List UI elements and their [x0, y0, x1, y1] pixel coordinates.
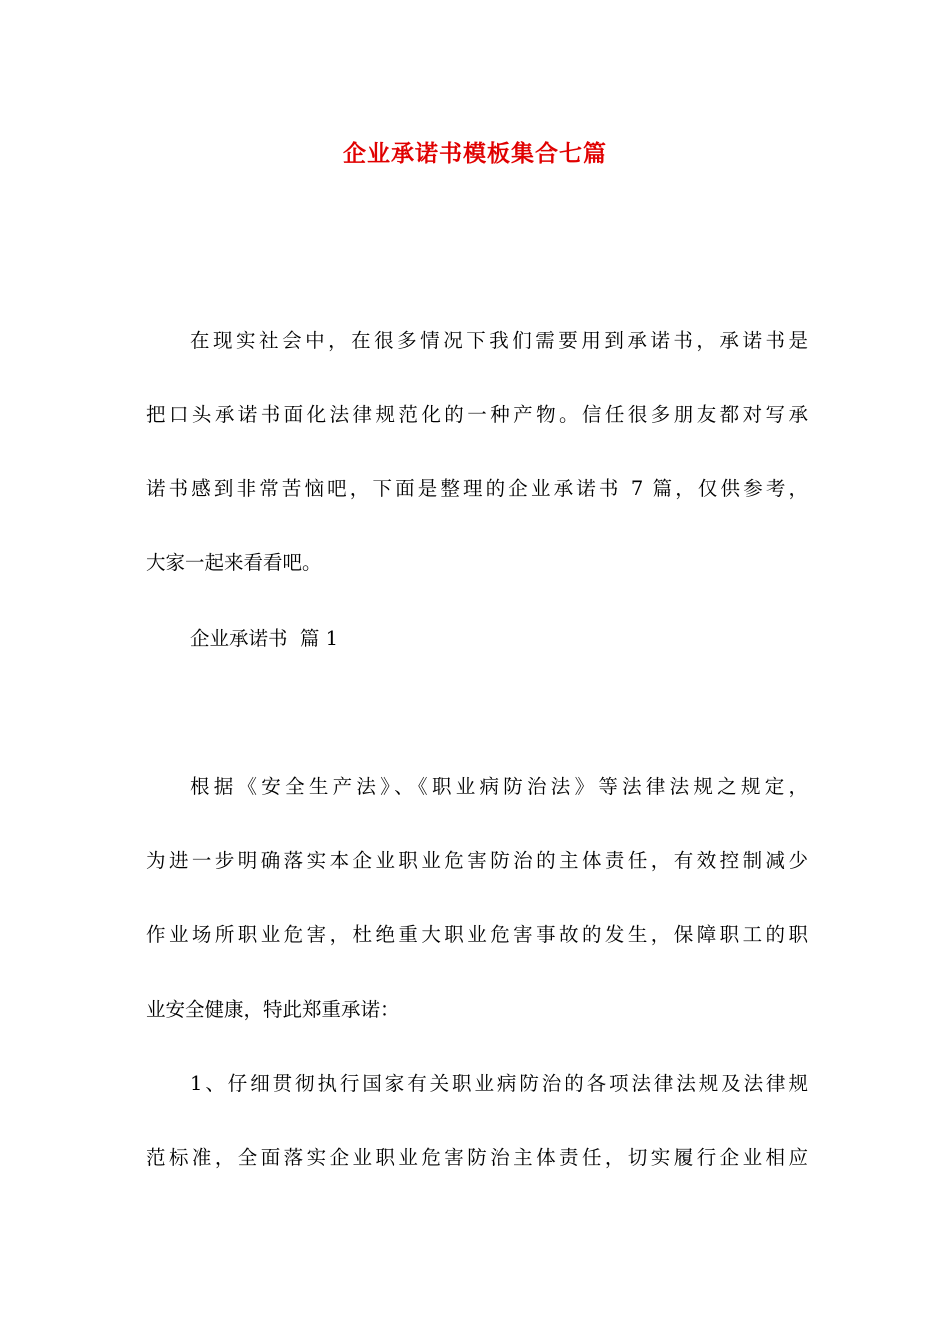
item-1-line-1: 1、仔细贯彻执行国家有关职业病防治的各项法律法规及法律规 — [190, 1072, 808, 1095]
document-title: 企业承诺书模板集合七篇 — [343, 140, 607, 167]
intro-line-3: 诺书感到非常苦恼吧，下面是整理的企业承诺书 7 篇，仅供参考， — [146, 477, 808, 500]
intro-line-1: 在现实社会中，在很多情况下我们需要用到承诺书，承诺书是 — [190, 329, 808, 352]
intro-line-2: 把口头承诺书面化法律规范化的一种产物。信任很多朋友都对写承 — [146, 403, 808, 426]
body-line-4: 业安全健康，特此郑重承诺： — [146, 998, 400, 1021]
item-1-line-2: 范标准，全面落实企业职业危害防治主体责任，切实履行企业相应 — [146, 1146, 808, 1169]
intro-line-4: 大家一起来看看吧。 — [146, 551, 322, 574]
section-heading: 企业承诺书 篇 1 — [190, 627, 339, 650]
body-line-3: 作业场所职业危害，杜绝重大职业危害事故的发生，保障职工的职 — [146, 923, 808, 946]
body-line-2: 为进一步明确落实本企业职业危害防治的主体责任，有效控制减少 — [146, 849, 808, 872]
body-line-1: 根据《安全生产法》、《职业病防治法》等法律法规之规定， — [190, 775, 808, 798]
